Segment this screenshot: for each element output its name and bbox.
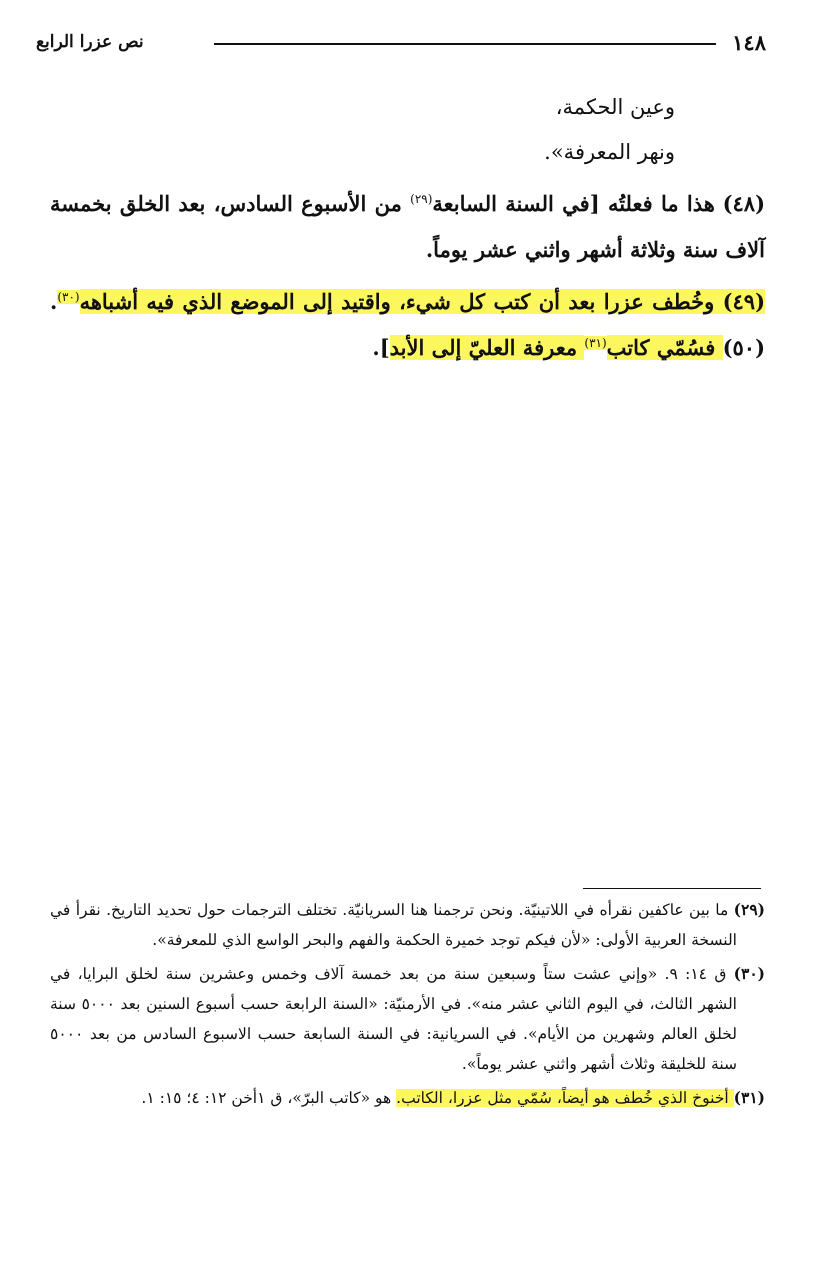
verse-line-2: ونهر المعرفة». xyxy=(544,140,675,164)
footnote-ref-29[interactable]: (٢٩) xyxy=(410,192,433,206)
footnote-ref-31[interactable]: (٣١) xyxy=(584,336,607,350)
paragraph-48 xyxy=(50,181,765,273)
verse-line-1: وعين الحكمة، xyxy=(555,95,675,119)
footnote-rule xyxy=(583,888,761,889)
footnotes xyxy=(50,895,765,1117)
footnote-31-highlight: أخنوخ الذي خُطف هو أيضاً، سُمّي مثل عزرا، الكاتب. xyxy=(396,1089,734,1107)
footnote-31 xyxy=(50,1083,765,1113)
page-number: ١٤٨ xyxy=(732,30,766,55)
footnote-29 xyxy=(50,895,765,955)
footnote-text-30: ق ١٤: ٩. «وإني عشت ستاً وسبعين سنة من بعد خمسة آلاف وخمس وعشرين سنة لخلق البرايا، في الشهر الثالث، في اليوم الثاني عشر منه». في الأرمنيّة: «السنة الرابعة حسب أسبوع السنين بعد ٥٠٠٠ سنة لخلق العالم وشهرين من الأيام». في السريانية: في السنة السابعة حسب الاسبوع السادس من بعد ٥٠٠٠ سنة للخليقة وثلاث أشهر واثني عشر يوماً». xyxy=(50,965,737,1073)
paragraph-49-50 xyxy=(50,279,765,371)
p48-text-b: من الأسبوع السادس، بعد الخلق بخمسة آلاف سنة وثلاثة أشهر واثني عشر يوماً. xyxy=(50,191,765,262)
footnote-text-29: ما بين عاكفين نقرأه في اللاتينيّة. ونحن ترجمنا هنا السريانيّة. تختلف الترجمات حول تحديد التاريخ. نقرأ في النسخة العربية الأولى: «لأن فيكم توجد خميرة الحكمة والفهم والبحر الواسع الذي للمعرفة». xyxy=(50,901,737,949)
p50-text-e: ]. xyxy=(372,335,390,360)
verse-number-49: (٤٩) xyxy=(722,289,765,314)
footnote-number-30: (٣٠) xyxy=(733,964,766,983)
p48-text-a: هذا ما فعلتُه [في السنة السابعة xyxy=(432,191,715,216)
main-text xyxy=(50,85,765,371)
footnote-ref-30[interactable]: (٣٠) xyxy=(57,290,80,304)
p50-text-c: فسُمّي كاتب xyxy=(606,335,723,360)
footnote-text-31: هو «كاتب البرّ»، ق ١أخن ١٢: ٤؛ ١٥: ١. xyxy=(141,1089,397,1107)
p49-text-b: . xyxy=(50,289,58,314)
header-rule xyxy=(214,43,716,45)
verse-number-48: (٤٨) xyxy=(722,191,765,216)
p49-text-a: وخُطف عزرا بعد أن كتب كل شيء، واقتيد إلى الموضع الذي فيه أشباهه xyxy=(79,289,723,314)
page-header xyxy=(36,30,766,58)
p50-text-d: معرفة العليّ إلى الأبد xyxy=(389,335,585,360)
footnote-30 xyxy=(50,959,765,1079)
running-title: نص عزرا الرابع xyxy=(36,32,144,52)
footnote-number-29: (٢٩) xyxy=(733,900,765,919)
verse-number-50: (٥٠) xyxy=(722,335,765,360)
footnote-number-31: (٣١) xyxy=(733,1088,765,1107)
